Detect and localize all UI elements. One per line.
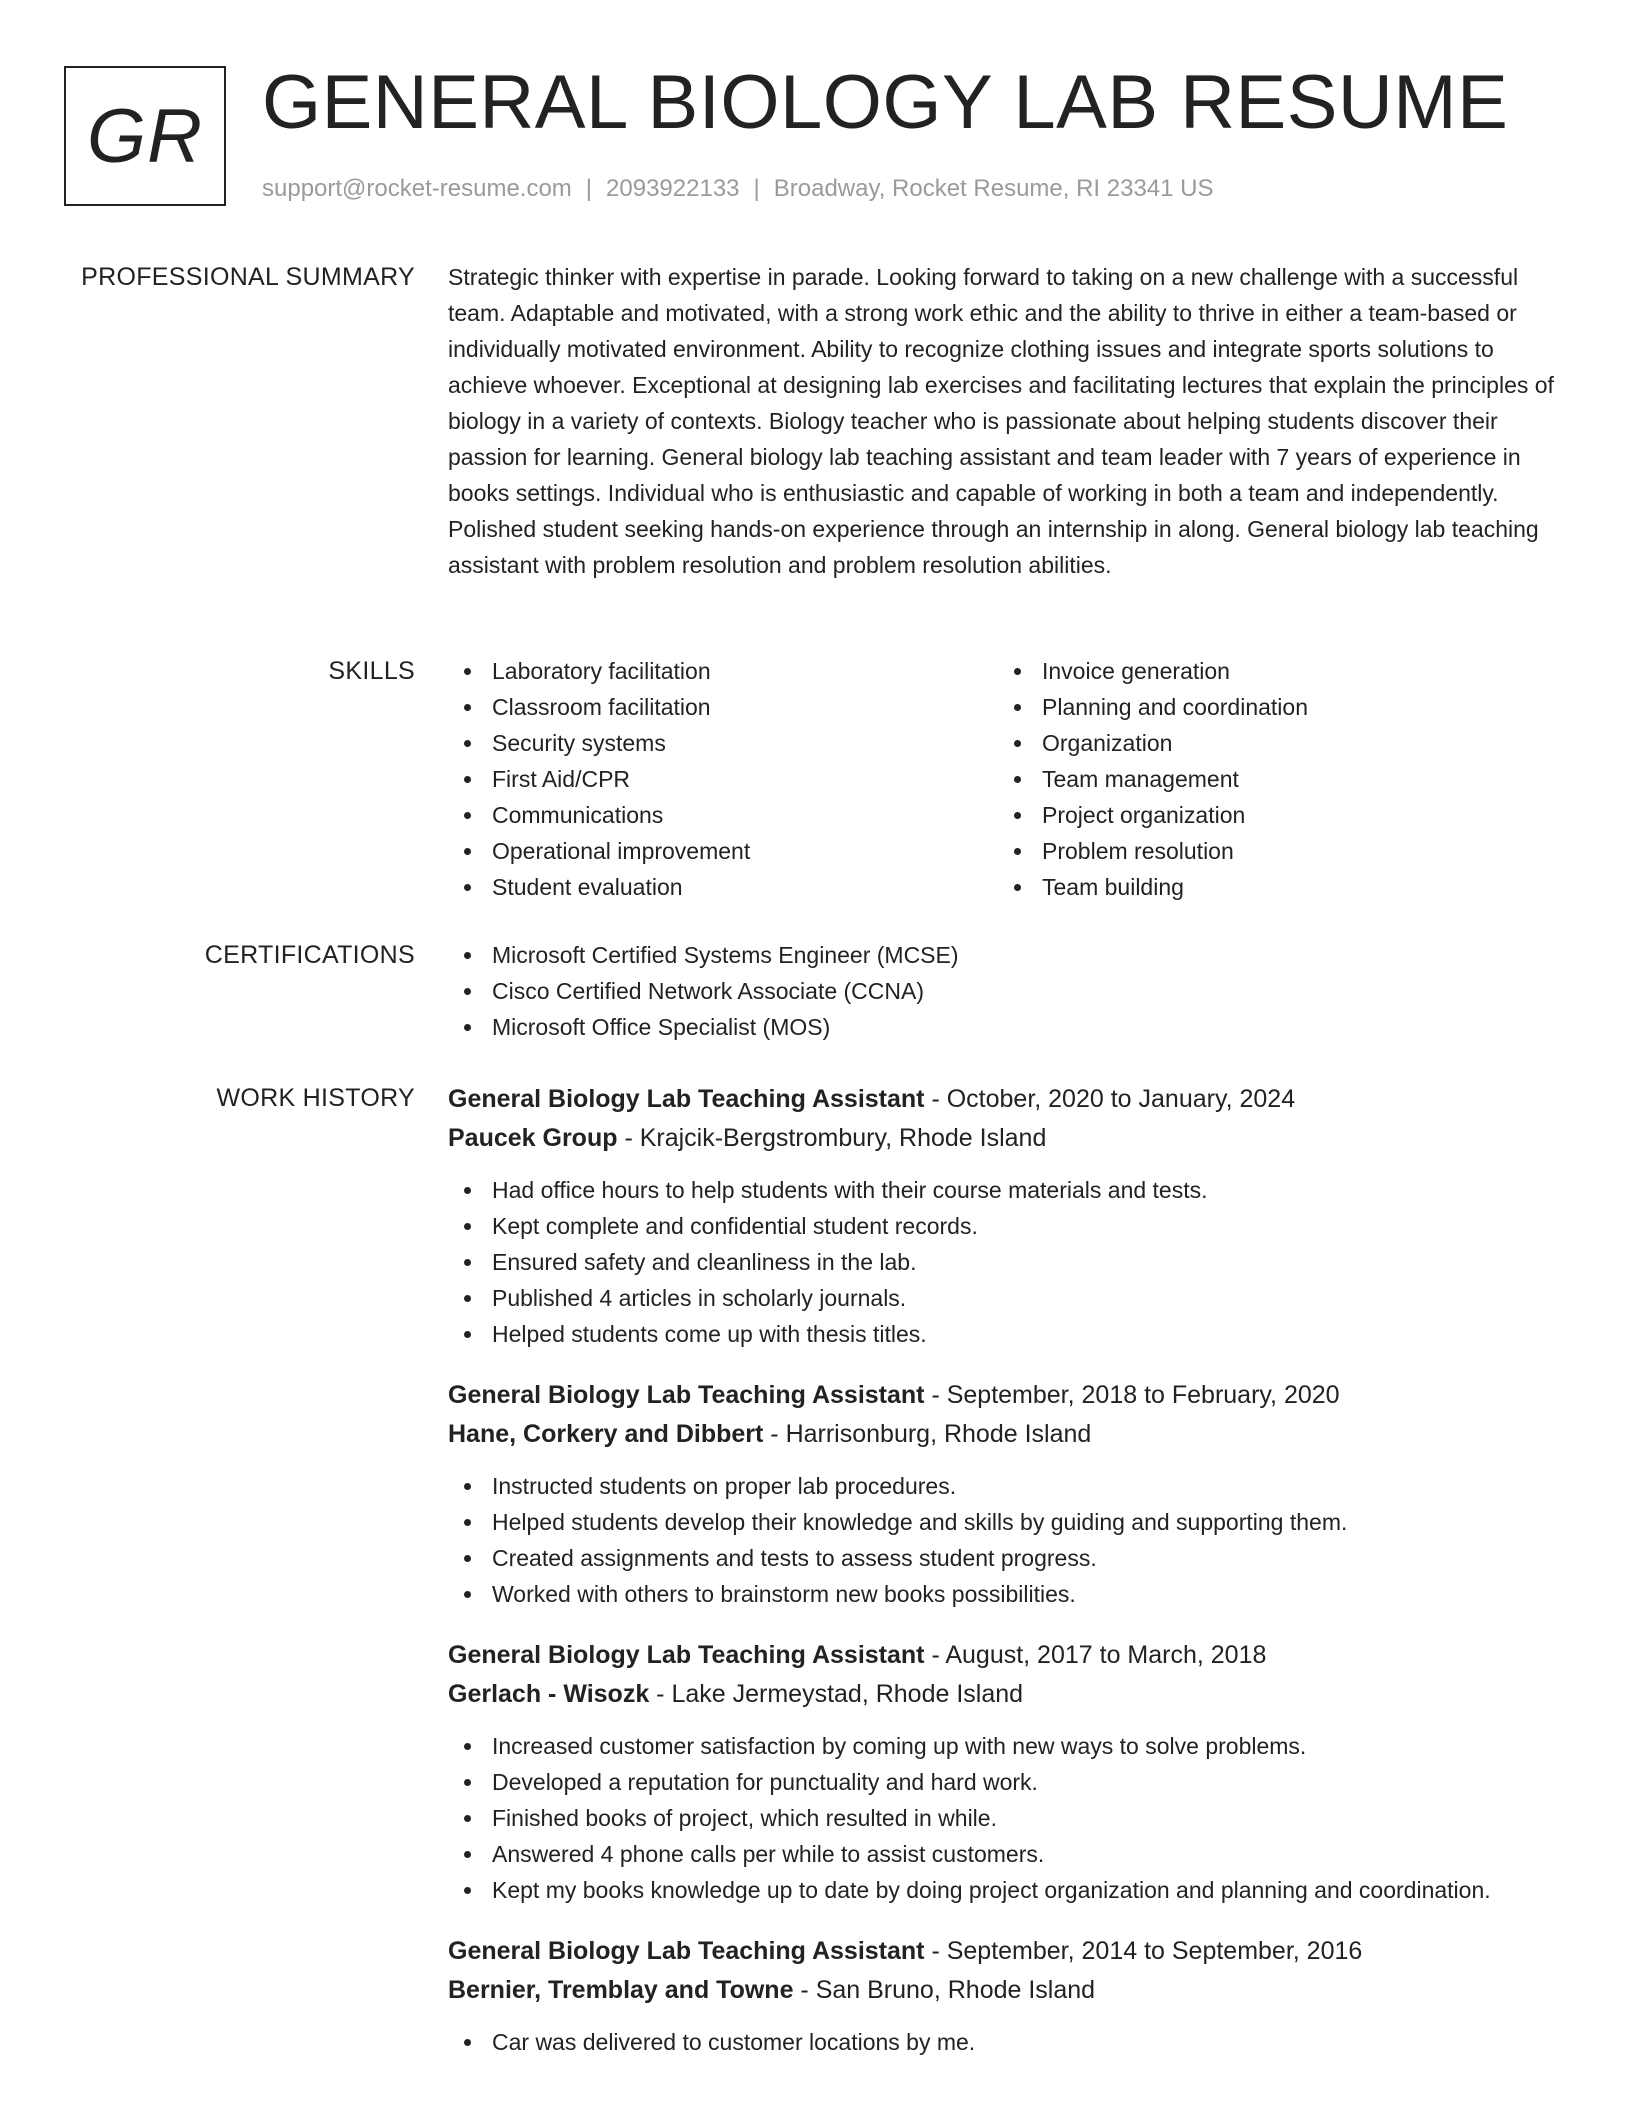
certification-item: Cisco Certified Network Associate (CCNA) xyxy=(448,973,1568,1009)
summary-heading: PROFESSIONAL SUMMARY xyxy=(81,263,415,291)
certifications-heading: CERTIFICATIONS xyxy=(204,941,415,969)
job-title: General Biology Lab Teaching Assistant xyxy=(448,1085,925,1113)
skill-item: Security systems xyxy=(448,725,998,761)
contact-email[interactable]: support@rocket-resume.com xyxy=(262,175,572,202)
resume-title: GENERAL BIOLOGY LAB RESUME xyxy=(262,60,1509,145)
job-duties xyxy=(448,1468,1568,1612)
contact-separator: | xyxy=(585,175,593,202)
skill-item: Student evaluation xyxy=(448,869,998,905)
job-location: - Lake Jermeystad, Rhode Island xyxy=(649,1680,1024,1708)
skill-item: Laboratory facilitation xyxy=(448,653,998,689)
certifications-body xyxy=(448,937,1568,1045)
skills-list-left xyxy=(448,653,998,905)
certification-item: Microsoft Certified Systems Engineer (MCSE) xyxy=(448,937,1568,973)
skills-body xyxy=(448,653,1568,905)
skill-item: Team management xyxy=(998,761,1548,797)
monogram-box xyxy=(64,66,226,206)
job-duties xyxy=(448,1728,1568,1908)
job-duty: Created assignments and tests to assess student progress. xyxy=(448,1540,1568,1576)
skill-item: Team building xyxy=(998,869,1548,905)
job-title-line xyxy=(448,1080,1568,1119)
job-company-line xyxy=(448,1119,1568,1158)
certification-item: Microsoft Office Specialist (MOS) xyxy=(448,1009,1568,1045)
job-company: Bernier, Tremblay and Towne xyxy=(448,1976,794,2004)
work-history-body xyxy=(448,1080,1568,2084)
job-duty: Helped students develop their knowledge and skills by guiding and supporting them. xyxy=(448,1504,1568,1540)
skills-heading: SKILLS xyxy=(328,657,415,685)
job-dates: - October, 2020 to January, 2024 xyxy=(924,1085,1296,1113)
summary-text: Strategic thinker with expertise in parade. Looking forward to taking on a new challenge with a successful team. Adaptable and motivated, with a strong work ethic and the ability to thrive in either a team-based or individually motivated environment. Ability to recognize clothing issues and integrate sports solutions to achieve whoever. Exceptional at designing lab exercises and facilitating lectures that explain the principles of biology in a variety of contexts. Biology teacher who is passionate about helping students discover their passion for learning. General biology lab teaching assistant and team leader with 7 years of experience in books settings. Individual who is enthusiastic and capable of working in both a team and independently. Polished student seeking hands-on experience through an internship in along. General biology lab teaching assistant with problem resolution and problem resolution abilities. xyxy=(448,264,1554,578)
job-duty: Had office hours to help students with their course materials and tests. xyxy=(448,1172,1568,1208)
skill-item: Classroom facilitation xyxy=(448,689,998,725)
job-title: General Biology Lab Teaching Assistant xyxy=(448,1381,925,1409)
job-duties xyxy=(448,2024,1568,2060)
skill-item: Project organization xyxy=(998,797,1548,833)
certifications-list xyxy=(448,937,1568,1045)
job-title-line xyxy=(448,1932,1568,1971)
job-location: - Harrisonburg, Rhode Island xyxy=(763,1420,1092,1448)
skill-item: First Aid/CPR xyxy=(448,761,998,797)
work-history-heading: WORK HISTORY xyxy=(216,1084,415,1112)
job-duty: Finished books of project, which resulted in while. xyxy=(448,1800,1568,1836)
job-dates: - September, 2018 to February, 2020 xyxy=(924,1381,1340,1409)
job-duty: Answered 4 phone calls per while to assist customers. xyxy=(448,1836,1568,1872)
job-duty: Helped students come up with thesis titles. xyxy=(448,1316,1568,1352)
job-dates: - August, 2017 to March, 2018 xyxy=(924,1641,1267,1669)
contact-phone[interactable]: 2093922133 xyxy=(606,175,740,202)
skill-item: Problem resolution xyxy=(998,833,1548,869)
job-entry xyxy=(448,1932,1568,2060)
job-entry xyxy=(448,1376,1568,1612)
job-duty: Increased customer satisfaction by coming up with new ways to solve problems. xyxy=(448,1728,1568,1764)
skill-item: Planning and coordination xyxy=(998,689,1548,725)
job-company-line xyxy=(448,1675,1568,1714)
skill-item: Invoice generation xyxy=(998,653,1548,689)
job-company: Hane, Corkery and Dibbert xyxy=(448,1420,764,1448)
job-duty: Kept my books knowledge up to date by doing project organization and planning and coordination. xyxy=(448,1872,1568,1908)
skill-item: Communications xyxy=(448,797,998,833)
job-company: Paucek Group xyxy=(448,1124,618,1152)
job-entry xyxy=(448,1636,1568,1908)
job-location: - Krajcik-Bergstrombury, Rhode Island xyxy=(617,1124,1047,1152)
summary-body xyxy=(448,259,1568,583)
job-duty: Instructed students on proper lab procedures. xyxy=(448,1468,1568,1504)
job-title-line xyxy=(448,1636,1568,1675)
job-location: - San Bruno, Rhode Island xyxy=(793,1976,1096,2004)
monogram-initials: GR xyxy=(87,93,203,179)
job-duty: Ensured safety and cleanliness in the lab. xyxy=(448,1244,1568,1280)
job-duty: Car was delivered to customer locations by me. xyxy=(448,2024,1568,2060)
job-entry xyxy=(448,1080,1568,1352)
job-company: Gerlach - Wisozk xyxy=(448,1680,650,1708)
job-dates: - September, 2014 to September, 2016 xyxy=(924,1937,1363,1965)
job-company-line xyxy=(448,1971,1568,2010)
job-duty: Kept complete and confidential student records. xyxy=(448,1208,1568,1244)
job-title-line xyxy=(448,1376,1568,1415)
contact-separator: | xyxy=(753,175,760,202)
job-duty: Developed a reputation for punctuality and hard work. xyxy=(448,1764,1568,1800)
contact-address: Broadway, Rocket Resume, RI 23341 US xyxy=(773,175,1214,202)
job-title: General Biology Lab Teaching Assistant xyxy=(448,1641,925,1669)
job-title: General Biology Lab Teaching Assistant xyxy=(448,1937,925,1965)
contact-line xyxy=(262,175,1214,203)
skill-item: Operational improvement xyxy=(448,833,998,869)
job-duties xyxy=(448,1172,1568,1352)
job-company-line xyxy=(448,1415,1568,1454)
skills-list-right xyxy=(998,653,1548,905)
skill-item: Organization xyxy=(998,725,1548,761)
job-duty: Published 4 articles in scholarly journals. xyxy=(448,1280,1568,1316)
job-duty: Worked with others to brainstorm new books possibilities. xyxy=(448,1576,1568,1612)
